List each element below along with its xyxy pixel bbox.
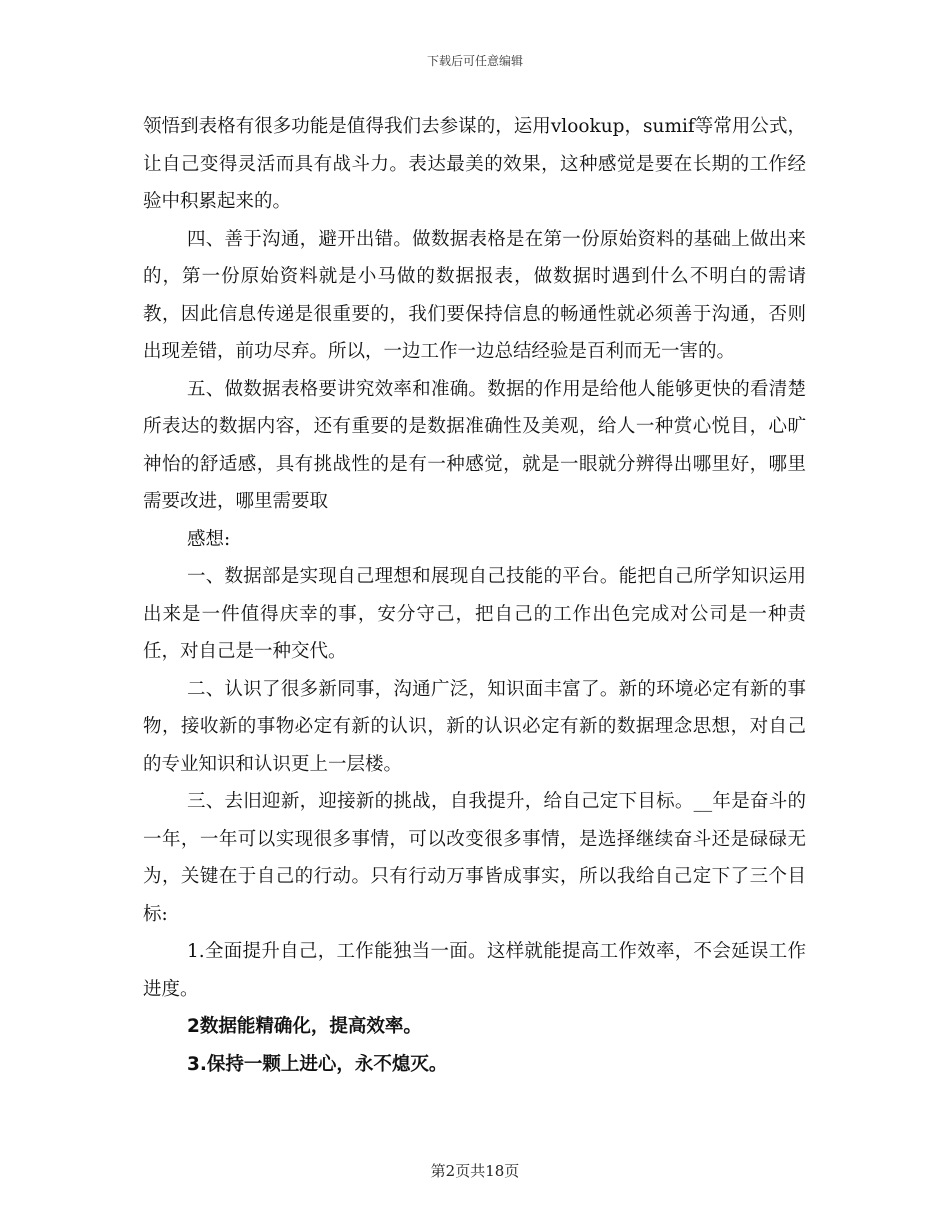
paragraph-5: 一、数据部是实现自己理想和展现自己技能的平台。能把自己所学知识运用出来是一件值得庆幸的事，安分守己，把自己的工作出色完成对公司是一种责任，对自己是一种交代。 — [143, 566, 806, 662]
paragraph-6: 二、认识了很多新同事，沟通广泛，知识面丰富了。新的环境必定有新的事物，接收新的事物必定有新的认识，新的认识必定有新的数据理念思想，对自己的专业知识和认识更上一层楼。 — [143, 678, 806, 775]
page-header: 下载后可任意编辑 — [426, 54, 523, 68]
document-body — [143, 108, 806, 1083]
page-footer: 第2页共18页 — [430, 1162, 520, 1180]
paragraph-7: 三、去旧迎新，迎接新的挑战，自我提升，给自己定下目标。__年是奋斗的一年，一年可以实现很多事情，可以改变很多事情，是选择继续奋斗还是碌碌无为，关键在于自己的行动。只有行动万事皆成事实，所以我给自己定下了三个目标: — [143, 791, 806, 925]
goal-item-3: 3.保持一颗上进心，永不熄灭。 — [187, 1053, 448, 1075]
paragraph-1: 领悟到表格有很多功能是值得我们去参谋的，运用vlookup，sumif等常用公式，让自己变得灵活而具有战斗力。表达最美的效果，这种感觉是要在长期的工作经验中积累起来的。 — [143, 116, 806, 212]
paragraph-2: 四、善于沟通，避开出错。做数据表格是在第一份原始资料的基础上做出来的，第一份原始资料就是小马做的数据报表，做数据时遇到什么不明白的需请教，因此信息传递是很重要的，我们要保持信息的畅通性就必须善于沟通，否则出现差错，前功尽弃。所以，一边工作一边总结经验是百利而无一害的。 — [143, 228, 806, 362]
goal-item-1: 1.全面提升自己，工作能独当一面。这样就能提高工作效率，不会延误工作进度。 — [143, 941, 806, 1000]
paragraph-3: 五、做数据表格要讲究效率和准确。数据的作用是给他人能够更快的看清楚所表达的数据内容，还有重要的是数据准确性及美观，给人一种赏心悦目，心旷神怡的舒适感，具有挑战性的是有一种感觉，就是一眼就分辨得出哪里好，哪里需要改进，哪里需要取 — [143, 378, 806, 512]
goal-item-2: 2数据能精确化，提高效率。 — [187, 1016, 422, 1037]
paragraph-4-heading: 感想: — [187, 528, 231, 550]
